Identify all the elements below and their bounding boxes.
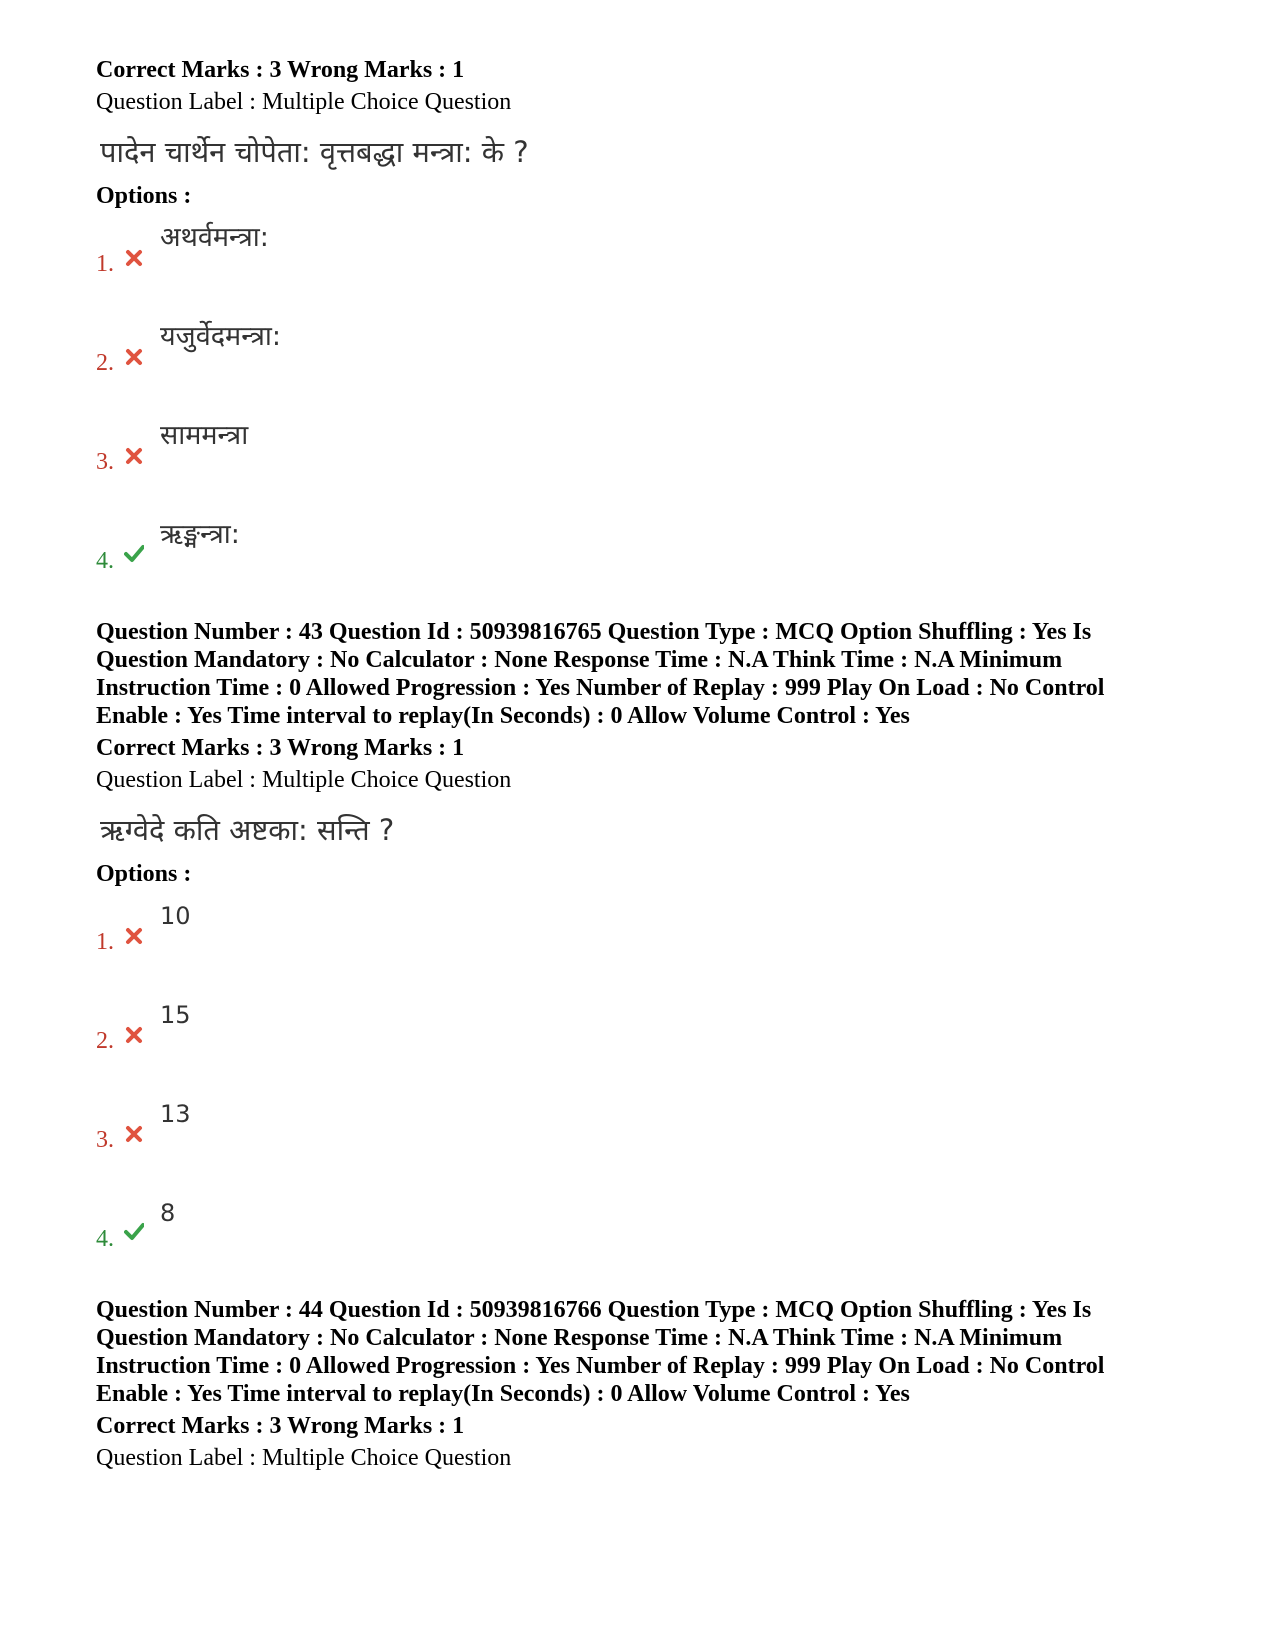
option-number: 4. xyxy=(96,1226,114,1252)
option-item xyxy=(96,519,1196,618)
question-block-42 xyxy=(96,56,1196,618)
check-icon xyxy=(124,1221,144,1241)
option-text: अथर्वमन्त्रा: xyxy=(160,222,269,253)
marks-line: Correct Marks : 3 Wrong Marks : 1 xyxy=(96,57,465,83)
cross-icon xyxy=(124,1124,144,1144)
option-number: 3. xyxy=(96,1127,114,1153)
question-meta-line: Enable : Yes Time interval to replay(In Seconds) : 0 Allow Volume Control : Yes xyxy=(96,703,910,729)
option-item xyxy=(96,900,1196,999)
option-text: 8 xyxy=(160,1199,176,1227)
question-meta-line: Instruction Time : 0 Allowed Progression : Yes Number of Replay : 999 Play On Load : No Control xyxy=(96,1353,1105,1379)
option-text: साममन्त्रा xyxy=(160,420,249,451)
question-meta-line: Question Number : 43 Question Id : 50939816765 Question Type : MCQ Option Shuffling : Yes Is xyxy=(96,619,1092,645)
question-block-44 xyxy=(96,1296,1196,1472)
question-paper-page xyxy=(96,56,1196,1472)
marks-line: Correct Marks : 3 Wrong Marks : 1 xyxy=(96,1413,465,1439)
question-meta-line: Question Mandatory : No Calculator : None Response Time : N.A Think Time : N.A Minimum xyxy=(96,647,1063,673)
question-meta-line: Question Mandatory : No Calculator : None Response Time : N.A Think Time : N.A Minimum xyxy=(96,1325,1063,1351)
option-number: 1. xyxy=(96,251,114,277)
options-list xyxy=(96,900,1196,1296)
question-label-line: Question Label : Multiple Choice Question xyxy=(96,89,512,115)
options-label: Options : xyxy=(96,183,192,209)
option-item xyxy=(96,1197,1196,1296)
question-block-43 xyxy=(96,618,1196,1296)
cross-icon xyxy=(124,926,144,946)
option-item xyxy=(96,222,1196,321)
option-item xyxy=(96,321,1196,420)
option-number: 4. xyxy=(96,548,114,574)
options-label: Options : xyxy=(96,861,192,887)
option-text: यजुर्वेदमन्त्रा: xyxy=(160,321,281,352)
option-text: 10 xyxy=(160,902,191,930)
cross-icon xyxy=(124,347,144,367)
options-list xyxy=(96,222,1196,618)
cross-icon xyxy=(124,446,144,466)
question-text: ऋग्वेदे कति अष्टका: सन्ति ? xyxy=(100,813,395,847)
question-label-line: Question Label : Multiple Choice Question xyxy=(96,767,512,793)
option-number: 1. xyxy=(96,929,114,955)
question-meta-line: Question Number : 44 Question Id : 50939816766 Question Type : MCQ Option Shuffling : Yes Is xyxy=(96,1297,1092,1323)
option-item xyxy=(96,420,1196,519)
marks-line: Correct Marks : 3 Wrong Marks : 1 xyxy=(96,735,465,761)
option-item xyxy=(96,999,1196,1098)
cross-icon xyxy=(124,248,144,268)
option-text: ऋङ्मन्त्रा: xyxy=(160,519,240,550)
option-number: 3. xyxy=(96,449,114,475)
question-label-line: Question Label : Multiple Choice Question xyxy=(96,1445,512,1471)
option-number: 2. xyxy=(96,1028,114,1054)
check-icon xyxy=(124,543,144,563)
question-meta-line: Enable : Yes Time interval to replay(In Seconds) : 0 Allow Volume Control : Yes xyxy=(96,1381,910,1407)
option-text: 15 xyxy=(160,1001,191,1029)
question-meta-line: Instruction Time : 0 Allowed Progression : Yes Number of Replay : 999 Play On Load : No Control xyxy=(96,675,1105,701)
cross-icon xyxy=(124,1025,144,1045)
question-text: पादेन चार्थेन चोपेता: वृत्तबद्धा मन्त्रा: के ? xyxy=(100,135,529,169)
option-text: 13 xyxy=(160,1100,191,1128)
option-number: 2. xyxy=(96,350,114,376)
option-item xyxy=(96,1098,1196,1197)
